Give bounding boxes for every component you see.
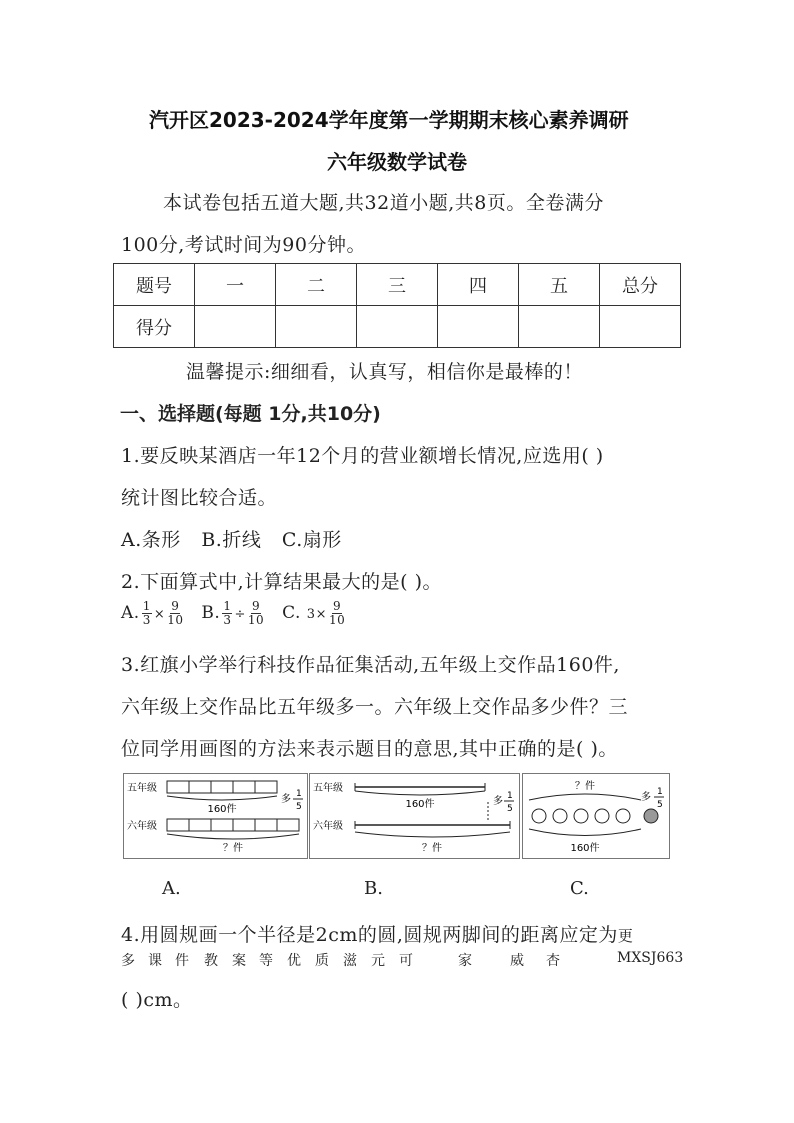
- fig-b-row2-label: 六年级: [313, 821, 343, 832]
- fig-c-brace-top: [529, 794, 641, 800]
- circle: [574, 809, 588, 823]
- q1-line-1: 1.要反映某酒店一年12个月的营业额增长情况,应选用( ): [121, 445, 604, 467]
- q4-line-1: [121, 920, 633, 947]
- q3-figure-a: [123, 773, 308, 859]
- q1-option-c: C.扇形: [281, 529, 342, 551]
- fig-b-frac-num: 1: [507, 791, 513, 801]
- denominator: 10: [167, 613, 184, 627]
- section-1-heading: 一、选择题(每题 1分,共10分): [120, 403, 381, 425]
- figure-a-drawing: [124, 774, 307, 858]
- q4-line-1-tail: 更: [617, 927, 634, 945]
- q2-c-left: 3: [306, 607, 316, 622]
- watermark-char: 威: [510, 953, 524, 969]
- q3-figure-c: [522, 773, 670, 859]
- watermark-code: MXSJ663: [617, 950, 684, 966]
- shaded-circle: [644, 809, 658, 823]
- fig-a-brace-bottom: [167, 834, 299, 839]
- q2-c-label: C.: [282, 603, 301, 623]
- watermark-char: 可: [399, 953, 413, 969]
- fig-b-total: 160件: [405, 799, 435, 810]
- tip-text: 温馨提示:细细看，认真写，相信你是最棒的！: [186, 361, 583, 383]
- fraction: [222, 600, 232, 627]
- fig-a-frac-den: 5: [296, 802, 302, 812]
- score-row-label: 得分: [114, 306, 195, 348]
- q4-line-2: ( )cm。: [121, 989, 193, 1011]
- q1-line-2: 统计图比较合适。: [121, 487, 278, 509]
- numerator: 9: [171, 599, 180, 613]
- fig-a-more: 多: [281, 794, 291, 805]
- circle: [616, 809, 630, 823]
- denominator: 10: [328, 613, 346, 627]
- fig-c-brace-bottom: [529, 829, 641, 836]
- watermark-char: 质: [315, 953, 329, 969]
- operator: ×: [153, 607, 166, 622]
- q1-options: [121, 525, 356, 552]
- fraction: [329, 600, 345, 627]
- q2-a-label: A.: [121, 603, 140, 623]
- fig-a-brace-top: [167, 796, 277, 800]
- fig-c-more: 多: [641, 792, 651, 803]
- watermark-char: 案: [232, 953, 246, 969]
- q2-option-c: [282, 599, 347, 627]
- score-cell[interactable]: [600, 306, 681, 348]
- fig-c-label: C.: [570, 878, 589, 899]
- q2-options: [121, 600, 347, 627]
- fig-c-frac-num: 1: [657, 787, 663, 797]
- score-header-cell: 一: [195, 264, 276, 306]
- score-table-header-row: [114, 264, 681, 306]
- numerator: 1: [223, 599, 232, 613]
- watermark-char: 教: [204, 953, 218, 969]
- watermark-char: 杏: [546, 953, 560, 969]
- operator: ×: [315, 607, 327, 622]
- fraction: [142, 600, 152, 627]
- q2-stem: 2.下面算式中,计算结果最大的是( )。: [121, 571, 443, 593]
- score-header-cell: 题号: [114, 264, 195, 306]
- fig-c-unknown: ？件: [575, 781, 595, 792]
- fig-b-label: B.: [364, 878, 383, 899]
- score-cell[interactable]: [195, 306, 276, 348]
- watermark-char: 优: [287, 953, 301, 969]
- q1-option-a: A.条形: [121, 529, 181, 551]
- fraction: [248, 600, 264, 627]
- operator: ÷: [234, 607, 246, 622]
- score-header-cell: 总分: [600, 264, 681, 306]
- fig-b-brace-bottom: [355, 832, 510, 837]
- fig-c-frac-den: 5: [657, 800, 663, 810]
- watermark-char: 等: [259, 953, 273, 969]
- q2-b-label: B.: [201, 603, 221, 623]
- circle: [595, 809, 609, 823]
- numerator: 9: [333, 599, 342, 613]
- fig-a-unknown: ？件: [223, 843, 243, 854]
- fraction: [167, 600, 183, 627]
- fig-a-row2-label: 六年级: [127, 821, 157, 832]
- watermark-char: 多: [121, 953, 135, 969]
- fig-b-frac-den: 5: [507, 804, 513, 814]
- numerator: 9: [251, 599, 261, 613]
- fig-b-row1-label: 五年级: [313, 783, 343, 794]
- fig-b-more: 多: [493, 796, 503, 807]
- watermark-char: 家: [458, 953, 472, 969]
- watermark-char: 滋: [343, 953, 357, 969]
- q1-option-b: B.折线: [201, 529, 262, 551]
- q3-line-2: 六年级上交作品比五年级多一。六年级上交作品多少件？三: [121, 696, 629, 718]
- score-header-cell: 四: [438, 264, 519, 306]
- score-cell[interactable]: [519, 306, 600, 348]
- q3-line-3: 位同学用画图的方法来表示题目的意思,其中正确的是( )。: [121, 738, 618, 760]
- q4-line-1-text: 4.用圆规画一个半径是2cm的圆,圆规两脚间的距离应定为: [121, 924, 618, 946]
- score-cell[interactable]: [438, 306, 519, 348]
- score-table-score-row: [114, 306, 681, 348]
- q2-option-a: [121, 599, 191, 627]
- score-table: [113, 263, 681, 348]
- denominator: 3: [223, 613, 232, 627]
- circle: [532, 809, 546, 823]
- fig-b-brace-top: [355, 791, 485, 795]
- score-header-cell: 二: [276, 264, 357, 306]
- fig-a-row1-label: 五年级: [127, 783, 157, 794]
- fig-a-frac-num: 1: [296, 789, 302, 799]
- watermark-char: 课: [148, 953, 162, 969]
- exam-subtitle: 六年级数学试卷: [327, 150, 467, 174]
- fig-a-total: 160件: [207, 804, 237, 815]
- denominator: 10: [247, 613, 265, 627]
- circle: [553, 809, 567, 823]
- fig-a-bar-5th: [167, 781, 277, 793]
- q2-option-b: [201, 599, 272, 627]
- q3-line-1: 3.红旗小学举行科技作品征集活动,五年级上交作品160件,: [121, 654, 620, 676]
- fig-a-label: A.: [162, 878, 181, 899]
- score-header-cell: 五: [519, 264, 600, 306]
- score-header-cell: 三: [357, 264, 438, 306]
- q3-figure-b: [309, 773, 520, 859]
- watermark-char: 元: [371, 953, 385, 969]
- numerator: 1: [142, 599, 151, 613]
- score-cell[interactable]: [276, 306, 357, 348]
- figure-b-drawing: [310, 774, 519, 858]
- fig-b-unknown: ？件: [422, 843, 442, 854]
- intro-line-1: 本试卷包括五道大题,共32道小题,共8页。全卷满分: [163, 192, 604, 214]
- score-cell[interactable]: [357, 306, 438, 348]
- watermark-char: 件: [175, 953, 189, 969]
- fig-c-total: 160件: [570, 843, 600, 854]
- figure-c-drawing: [523, 774, 669, 858]
- exam-title: 汽开区2023-2024学年度第一学期期末核心素养调研: [149, 108, 629, 132]
- intro-line-2: 100分,考试时间为90分钟。: [121, 234, 366, 256]
- denominator: 3: [142, 613, 151, 627]
